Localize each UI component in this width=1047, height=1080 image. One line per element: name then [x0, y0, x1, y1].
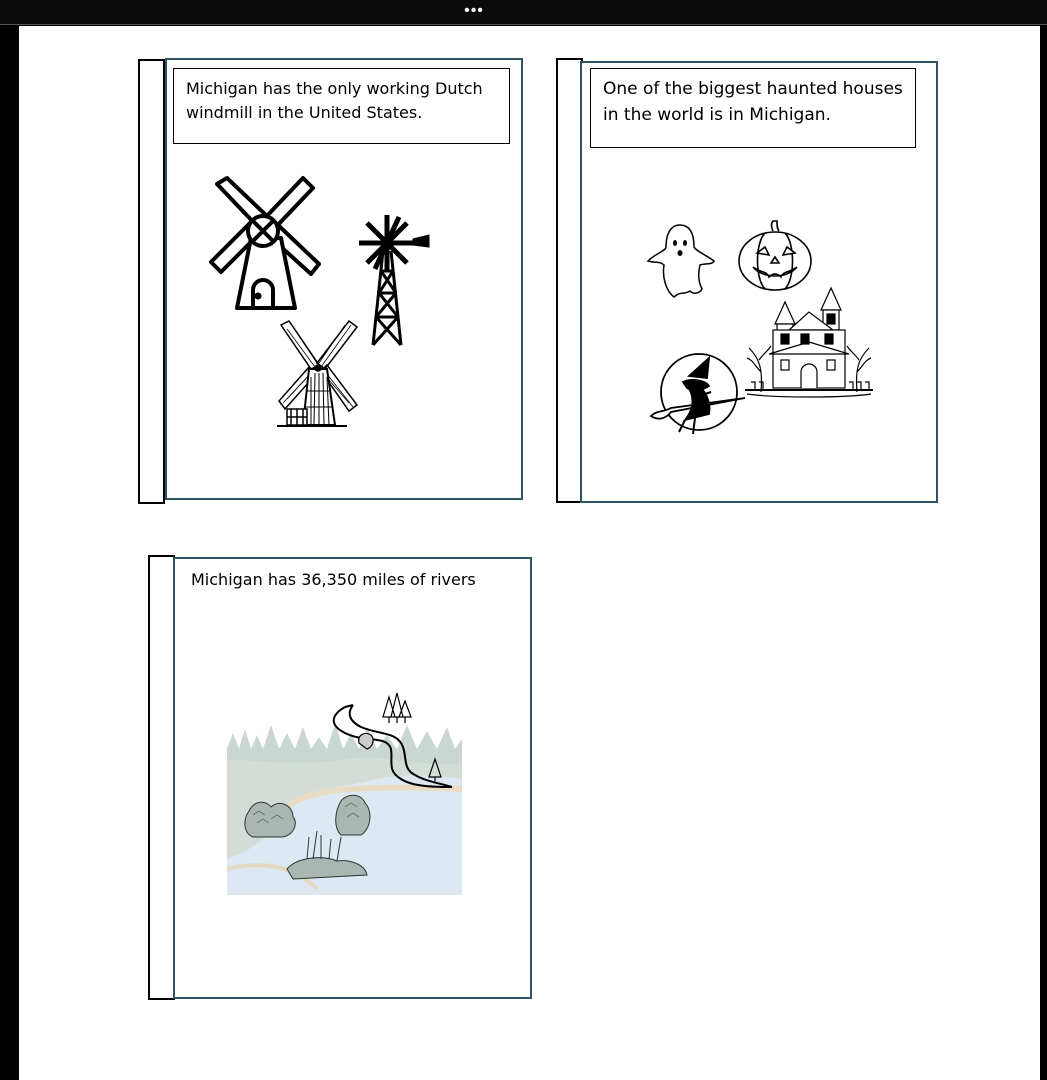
card-1-spine — [138, 59, 165, 504]
document-page — [19, 26, 1040, 1080]
sketched-windmill-icon — [277, 321, 362, 431]
jack-o-lantern-icon — [737, 221, 815, 293]
witch-moon-icon — [649, 348, 749, 443]
more-options-button[interactable]: ••• — [464, 2, 484, 19]
ghost-icon — [644, 221, 716, 299]
card-2-spine — [556, 58, 583, 503]
card-1-text-box — [173, 68, 510, 144]
card-2-text-box — [590, 68, 916, 148]
card-2-fact-text: One of the biggest haunted houses in the world is in Michigan. — [603, 79, 903, 125]
card-3-fact-text: Michigan has 36,350 miles of rivers — [191, 570, 476, 589]
card-3-spine — [148, 555, 175, 1000]
haunted-house-icon — [745, 288, 873, 400]
farm-windmill-icon — [359, 211, 434, 346]
window-top-bar — [0, 0, 1047, 25]
card-1-fact-text: Michigan has the only working Dutch windmill in the United States. — [186, 79, 483, 122]
river-path-icon — [327, 691, 457, 791]
dutch-windmill-icon — [209, 176, 324, 316]
